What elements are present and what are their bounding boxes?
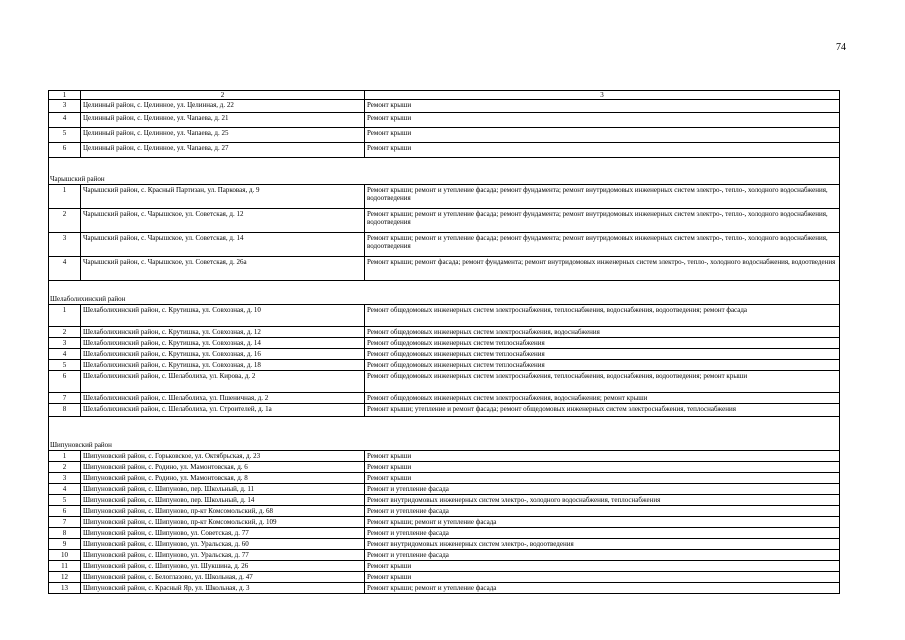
row-number: 1: [49, 185, 81, 209]
row-address: Шипуновский район, с. Шипуново, пер. Школьный, д. 11: [81, 484, 365, 495]
row-work: Ремонт крыши; утепление и ремонт фасада; ремонт общедомовых инженерных систем электроснабжения, теплоснабжения: [365, 404, 840, 417]
table-row: [49, 451, 840, 462]
row-work: Ремонт и утепление фасада: [365, 506, 840, 517]
works-table-body: [49, 91, 840, 594]
row-work: Ремонт общедомовых инженерных систем электроснабжения, водоснабжения; ремонт крыши: [365, 393, 840, 404]
row-work: Ремонт общедомовых инженерных систем электроснабжения, теплоснабжения, водоснабжения, водоотведения; ремонт фасада: [365, 305, 840, 327]
row-address: Шелаболихинский район, с. Шелаболиха, ул. Кирова, д. 2: [81, 371, 365, 393]
row-number: 4: [49, 113, 81, 128]
row-number: 7: [49, 393, 81, 404]
row-address: Целинный район, с. Целинное, ул. Целинная, д. 22: [81, 100, 365, 113]
row-address: Шипуновский район, с. Родино, ул. Мамонтовская, д. 8: [81, 473, 365, 484]
district-section-row: [49, 417, 840, 451]
row-work: Ремонт общедомовых инженерных систем электроснабжения, теплоснабжения, водоснабжения, водоотведения; ремонт крыши: [365, 371, 840, 393]
row-number: 2: [49, 209, 81, 233]
row-number: 13: [49, 583, 81, 594]
table-row: [49, 393, 840, 404]
row-number: 10: [49, 550, 81, 561]
table-row: [49, 550, 840, 561]
row-work: Ремонт общедомовых инженерных систем теплоснабжения: [365, 338, 840, 349]
row-address: Шелаболихинский район, с. Крутишка, ул. Совхозная, д. 18: [81, 360, 365, 371]
row-number: 1: [49, 305, 81, 327]
row-address: Чарышский район, с. Красный Партизан, ул. Парковая, д. 9: [81, 185, 365, 209]
row-address: Шипуновский район, с. Шипуново, пр-кт Комсомольский, д. 109: [81, 517, 365, 528]
row-work: Ремонт крыши: [365, 572, 840, 583]
row-work: Ремонт общедомовых инженерных систем теплоснабжения: [365, 349, 840, 360]
row-work: Ремонт крыши; ремонт фасада; ремонт фундамента; ремонт внутридомовых инженерных систем электро-, тепло-, холодного водоснабжения, водоотведения: [365, 257, 840, 281]
row-work: Ремонт внутридомовых инженерных систем электро-, холодного водоснабжения, теплоснабжения: [365, 495, 840, 506]
row-address: Шипуновский район, с. Горьковское, ул. Октябрьская, д. 23: [81, 451, 365, 462]
row-number: 6: [49, 143, 81, 158]
row-number: 1: [49, 451, 81, 462]
table-row: [49, 257, 840, 281]
row-work: Ремонт крыши; ремонт и утепление фасада; ремонт фундамента; ремонт внутридомовых инженерных систем электро-, тепло-, холодного водоснабжения, водоотведения: [365, 233, 840, 257]
row-number: 6: [49, 506, 81, 517]
row-number: 7: [49, 517, 81, 528]
table-row: [49, 528, 840, 539]
row-work: Ремонт и утепление фасада: [365, 528, 840, 539]
row-work: Ремонт крыши: [365, 451, 840, 462]
row-number: 5: [49, 360, 81, 371]
district-section-row: [49, 158, 840, 185]
table-row: [49, 561, 840, 572]
table-row: [49, 583, 840, 594]
table-row: [49, 305, 840, 327]
table-row: [49, 572, 840, 583]
table-row: [49, 209, 840, 233]
header-col-1: 1: [49, 91, 81, 100]
row-work: Ремонт и утепление фасада: [365, 484, 840, 495]
row-address: Шипуновский район, с. Шипуново, ул. Шукшина, д. 26: [81, 561, 365, 572]
row-number: 12: [49, 572, 81, 583]
table-row: [49, 128, 840, 143]
table-row: [49, 539, 840, 550]
row-address: Шелаболихинский район, с. Шелаболиха, ул. Пшеничная, д. 2: [81, 393, 365, 404]
table-row: [49, 185, 840, 209]
table-row: [49, 233, 840, 257]
row-number: 8: [49, 404, 81, 417]
row-work: Ремонт внутридомовых инженерных систем электро-, водоотведения: [365, 539, 840, 550]
row-work: Ремонт крыши: [365, 473, 840, 484]
row-address: Шелаболихинский район, с. Крутишка, ул. Совхозная, д. 14: [81, 338, 365, 349]
row-address: Шипуновский район, с. Красный Яр, ул. Школьная, д. 3: [81, 583, 365, 594]
row-address: Шипуновский район, с. Белоглазово, ул. Школьная, д. 47: [81, 572, 365, 583]
district-title: Чарышский район: [49, 158, 840, 185]
row-work: Ремонт общедомовых инженерных систем электроснабжения, водоснабжения: [365, 327, 840, 338]
table-row: [49, 113, 840, 128]
row-work: Ремонт и утепление фасада: [365, 550, 840, 561]
row-address: Чарышский район, с. Чарышское, ул. Советская, д. 26а: [81, 257, 365, 281]
row-address: Шелаболихинский район, с. Крутишка, ул. Совхозная, д. 16: [81, 349, 365, 360]
row-work: Ремонт крыши: [365, 100, 840, 113]
page-number: 74: [836, 42, 846, 53]
row-number: 4: [49, 257, 81, 281]
row-number: 2: [49, 327, 81, 338]
row-number: 5: [49, 128, 81, 143]
row-address: Целинный район, с. Целинное, ул. Чапаева, д. 21: [81, 113, 365, 128]
row-number: 5: [49, 495, 81, 506]
row-work: Ремонт крыши: [365, 462, 840, 473]
row-number: 2: [49, 462, 81, 473]
header-col-3: 3: [365, 91, 840, 100]
row-number: 3: [49, 100, 81, 113]
district-title: Шипуновский район: [49, 417, 840, 451]
row-number: 3: [49, 338, 81, 349]
table-row: [49, 517, 840, 528]
row-work: Ремонт крыши; ремонт и утепление фасада; ремонт фундамента; ремонт внутридомовых инженерных систем электро-, тепло-, холодного водоснабжения, водоотведения: [365, 185, 840, 209]
row-number: 3: [49, 473, 81, 484]
row-address: Шипуновский район, с. Шипуново, ул. Уральская, д. 60: [81, 539, 365, 550]
row-address: Шелаболихинский район, с. Крутишка, ул. Совхозная, д. 10: [81, 305, 365, 327]
district-title: Шелаболихинский район: [49, 281, 840, 305]
row-address: Целинный район, с. Целинное, ул. Чапаева, д. 25: [81, 128, 365, 143]
row-address: Целинный район, с. Целинное, ул. Чапаева, д. 27: [81, 143, 365, 158]
table-row: [49, 484, 840, 495]
table-row: [49, 143, 840, 158]
row-number: 3: [49, 233, 81, 257]
district-section-row: [49, 281, 840, 305]
table-row: [49, 360, 840, 371]
row-number: 6: [49, 371, 81, 393]
table-header-row: [49, 91, 840, 100]
row-number: 8: [49, 528, 81, 539]
row-address: Шипуновский район, с. Шипуново, ул. Уральская, д. 77: [81, 550, 365, 561]
row-work: Ремонт общедомовых инженерных систем теплоснабжения: [365, 360, 840, 371]
table-row: [49, 327, 840, 338]
row-address: Чарышский район, с. Чарышское, ул. Советская, д. 14: [81, 233, 365, 257]
table-row: [49, 100, 840, 113]
row-work: Ремонт крыши; ремонт и утепление фасада; ремонт фундамента; ремонт внутридомовых инженерных систем электро-, тепло-, холодного водоснабжения, водоотведения: [365, 209, 840, 233]
row-number: 4: [49, 349, 81, 360]
table-row: [49, 371, 840, 393]
row-work: Ремонт крыши: [365, 113, 840, 128]
row-work: Ремонт крыши: [365, 561, 840, 572]
table-row: [49, 462, 840, 473]
row-number: 11: [49, 561, 81, 572]
row-number: 9: [49, 539, 81, 550]
row-address: Чарышский район, с. Чарышское, ул. Советская, д. 12: [81, 209, 365, 233]
table-row: [49, 495, 840, 506]
table-row: [49, 338, 840, 349]
table-row: [49, 349, 840, 360]
row-address: Шелаболихинский район, с. Крутишка, ул. Совхозная, д. 12: [81, 327, 365, 338]
row-address: Шипуновский район, с. Шипуново, ул. Советская, д. 77: [81, 528, 365, 539]
works-table: [48, 90, 840, 594]
row-address: Шипуновский район, с. Родино, ул. Мамонтовская, д. 6: [81, 462, 365, 473]
row-work: Ремонт крыши; ремонт и утепление фасада: [365, 517, 840, 528]
row-number: 4: [49, 484, 81, 495]
table-row: [49, 506, 840, 517]
header-col-2: 2: [81, 91, 365, 100]
row-address: Шелаболихинский район, с. Шелаболиха, ул. Строителей, д. 1а: [81, 404, 365, 417]
row-work: Ремонт крыши: [365, 143, 840, 158]
row-work: Ремонт крыши; ремонт и утепление фасада: [365, 583, 840, 594]
row-address: Шипуновский район, с. Шипуново, пер. Школьный, д. 14: [81, 495, 365, 506]
table-row: [49, 404, 840, 417]
table-row: [49, 473, 840, 484]
row-work: Ремонт крыши: [365, 128, 840, 143]
row-address: Шипуновский район, с. Шипуново, пр-кт Комсомольский, д. 68: [81, 506, 365, 517]
